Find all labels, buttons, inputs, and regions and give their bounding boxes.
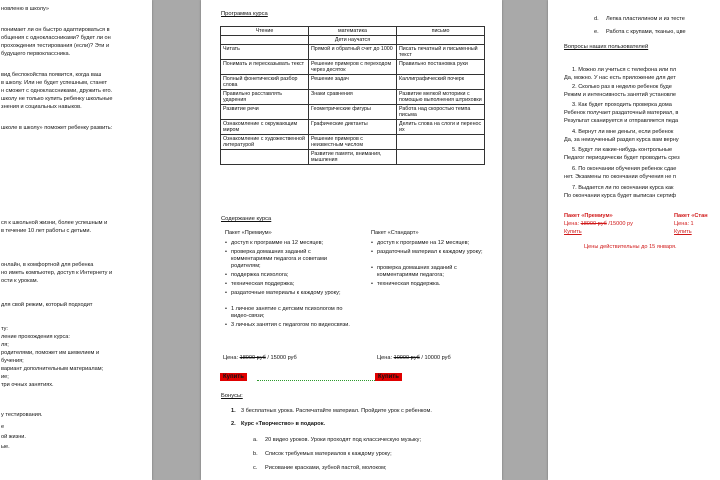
text-line: вид беспокойства появится, когда ваш	[1, 72, 102, 78]
text-line: ой жизни.	[1, 434, 26, 440]
table-row	[221, 105, 485, 120]
table-cell: Полный фонетический разбор слова	[221, 75, 309, 90]
faq-line: 5. Будут ли какие-нибудь контрольные	[572, 147, 673, 153]
premium-item	[231, 249, 351, 270]
text-line: знения и социальных навыков.	[1, 104, 82, 110]
table-cell: Решение задач	[309, 75, 397, 90]
text-line: онлайн, в комфортной для ребенка	[1, 262, 94, 268]
faq-line: 2. Сколько раз в неделю ребенок буде	[572, 84, 672, 90]
table-row	[221, 150, 485, 165]
standard-item-text: раздаточный материал к каждому уроку;	[377, 249, 483, 255]
left-page	[0, 0, 152, 480]
table-cell: Правильно расставлять ударения	[221, 90, 309, 105]
table-cell: Геометрические фигуры	[309, 105, 397, 120]
standard-item-text: проверка домашних заданий с комментариями педагога;	[377, 265, 457, 278]
table-row	[221, 60, 485, 75]
text-line: но иметь компьютер, доступ к Интернету и	[1, 270, 113, 276]
text-line: н сможет с одноклассниками, дружить его.	[1, 88, 113, 94]
table-cell	[397, 150, 485, 165]
old-price: 18000 руб	[580, 221, 607, 227]
text-line: у тестирования.	[1, 412, 43, 418]
premium-item-text: 1 личное занятие с детским психологом по видео-связи;	[231, 306, 343, 319]
old-price: 18000 руб	[239, 355, 266, 361]
text-line: три очных занятиях.	[1, 382, 54, 388]
standard-item	[377, 249, 495, 256]
price-label: Цена:	[377, 355, 393, 361]
standard-buy-button[interactable]: Купить	[375, 373, 402, 381]
text-line: школу не только купить ребенку школьные	[1, 96, 113, 102]
table-row	[221, 120, 485, 135]
spellcheck-underline	[257, 380, 375, 381]
text-line: ости к урокам.	[1, 278, 39, 284]
text-line: понимает ли он быстро адаптироваться в	[1, 27, 110, 33]
content-heading: Содержание курса	[221, 216, 272, 222]
center-page	[201, 0, 502, 480]
premium-price	[223, 355, 297, 362]
table-cell: Читать	[221, 45, 309, 60]
premium-item: • доступ к программе на 12 месяцев;	[231, 240, 323, 247]
table-header-cell: математика	[309, 27, 397, 36]
text-line: родителями, поможет им шевелием и	[1, 350, 100, 356]
sub-bonus-letter: b.	[253, 451, 258, 457]
faq-line: 4. Вернут ли мне деньги, если ребенок	[572, 129, 674, 135]
text-line: общения с одноклассниками? будет ли он	[1, 35, 111, 41]
list-text: Лепка пластилином и из тесте	[606, 16, 685, 22]
price-label: Цена:	[564, 221, 580, 227]
old-price: 10000 руб	[393, 355, 420, 361]
faq-line: Ребенок получает раздаточный материал, в	[564, 110, 679, 116]
text-line: в школу. Или не будет успешным, станет	[1, 80, 108, 86]
faq-line: 3. Как будет проходить проверка дома	[572, 102, 672, 108]
table-cell: Правильно постановка руки	[397, 60, 485, 75]
standard-buy-link[interactable]: Купить	[674, 229, 692, 235]
premium-item-text: 3 личных занятия с педагогом по видеосвязи.	[231, 322, 350, 328]
text-line: для свой режим, который подходит	[1, 302, 93, 308]
standard-price	[377, 355, 451, 362]
text-line: новленю в школу»	[1, 6, 50, 12]
price-deadline: Цены действительны до 15 января.	[584, 244, 677, 250]
table-header-cell: письмо	[397, 27, 485, 36]
price-separator: /	[421, 355, 423, 361]
sub-bonus-letter: c.	[253, 465, 258, 471]
table-cell: Решение примеров с неизвестным числом	[309, 135, 397, 150]
faq-line: Результат сканируется и отправляется педа	[564, 118, 679, 124]
table-header-row	[221, 27, 485, 36]
table-cell: Понимать и пересказывать текст	[221, 60, 309, 75]
table-cell	[397, 135, 485, 150]
bonus-text: Курс «Творчество» в подарок.	[241, 421, 326, 427]
table-cell: Работа над скоростью темпа письма	[397, 105, 485, 120]
table-row	[221, 75, 485, 90]
text-line: ление прохождения курса:	[1, 334, 70, 340]
table-cell: Развитие мелкой моторики с помощью выполнения штриховки	[397, 90, 485, 105]
table-cell: Развитие памяти, внимания, мышления	[309, 150, 397, 165]
text-line: вариант дополнительным материалам;	[1, 366, 104, 372]
price-separator: /	[267, 355, 269, 361]
table-cell	[221, 36, 309, 45]
text-line: ля;	[1, 342, 9, 348]
table-cell: Дети научатся	[309, 36, 397, 45]
price-label: Цена:	[223, 355, 239, 361]
sub-bonus-text: Список требуемых материалов к каждому уроку;	[265, 451, 392, 457]
table-cell: Ознакомление с окружающим миром	[221, 120, 309, 135]
standard-item: • доступ к программе на 12 месяцев;	[377, 240, 469, 247]
bonus-number: 1.	[231, 408, 236, 414]
premium-item-text: раздаточные материалы к каждому уроку;	[231, 290, 341, 296]
text-line: в течение 10 лет работы с детьми.	[1, 228, 92, 234]
premium-item	[231, 290, 351, 297]
premium-title: Пакет «Премиум»	[564, 213, 613, 219]
premium-buy-button[interactable]: Купить	[220, 373, 247, 381]
premium-title: Пакет «Премиум»	[225, 230, 272, 236]
text-line: бучения;	[1, 358, 24, 364]
faq-line: По окончании курса будет выписан сертиф	[564, 193, 677, 199]
table-cell: Делить слова на слоги и перенос их	[397, 120, 485, 135]
table-row	[221, 36, 485, 45]
text-line: будущего первоклассника.	[1, 51, 71, 57]
table-cell: Графические диктанты	[309, 120, 397, 135]
table-row	[221, 135, 485, 150]
premium-price	[564, 221, 633, 228]
table-cell: Ознакомление с художественной литературой	[221, 135, 309, 150]
list-letter: e.	[594, 29, 599, 35]
new-price: 15000 руб	[270, 355, 297, 361]
standard-title: Пакет «Стандарт»	[371, 230, 419, 236]
table-cell	[221, 150, 309, 165]
table-cell: Прямой и обратный счет до 1000	[309, 45, 397, 60]
faq-line: Да, можно. У нас есть приложение для дет	[564, 75, 676, 81]
program-table	[220, 26, 485, 165]
table-cell	[397, 36, 485, 45]
faq-line: Да, за неизученный раздел курса вам верну	[564, 137, 679, 143]
bonus-number: 2.	[231, 421, 236, 427]
text-line: школе в школу» поможет ребенку развить:	[1, 125, 113, 131]
standard-title: Пакет «Стан	[674, 213, 708, 219]
table-cell: Писать печатный и письменный текст	[397, 45, 485, 60]
new-price: /15000 ру	[608, 221, 633, 227]
faq-line: 6. По окончании обучения ребенок сдае	[572, 166, 677, 172]
premium-item	[231, 322, 351, 329]
premium-item	[231, 306, 351, 320]
list-text: Работа с крупами, тканью, цве	[606, 29, 686, 35]
list-letter: d.	[594, 16, 599, 22]
standard-item	[377, 265, 495, 279]
table-cell: Знаки сравнения	[309, 90, 397, 105]
premium-item-text: проверка домашних заданий с комментариями педагога и советами родителям;	[231, 249, 327, 269]
standard-price: Цена: 1	[674, 221, 694, 227]
table-row	[221, 45, 485, 60]
text-line: е	[1, 424, 5, 430]
new-price: 10000 руб	[424, 355, 451, 361]
text-line: ту:	[1, 326, 8, 332]
right-page	[548, 0, 720, 480]
sub-bonus-letter: a.	[253, 437, 258, 443]
table-header-cell: Чтение	[221, 27, 309, 36]
table-row	[221, 90, 485, 105]
premium-buy-link[interactable]: Купить	[564, 229, 582, 235]
bonus-text: 3 бесплатных урока. Распечатайте материал. Пройдите урок с ребенком.	[241, 408, 432, 414]
faq-line: 1. Можно ли учиться с телефона или пл	[572, 67, 677, 73]
faq-line: 7. Выдается ли по окончании курса как	[572, 185, 674, 191]
sub-bonus-text: 20 видео уроков. Уроки проходят под классическую музыку;	[265, 437, 422, 443]
table-cell: Решение примеров с переходом через десяток	[309, 60, 397, 75]
faq-line: нет. Экзамены по окончании обучения не п	[564, 174, 676, 180]
bonuses-heading: Бонусы:	[221, 393, 243, 399]
premium-item: • поддержка психолога;	[231, 272, 288, 279]
text-line: прохождения тестирования (если)? Эти и	[1, 43, 110, 49]
text-line: ся к школьной жизни, более успешным и	[1, 220, 108, 226]
table-cell: Каллиграфический почерк	[397, 75, 485, 90]
sub-bonus-text: Рисование красками, зубной пастой, молоком;	[265, 465, 387, 471]
standard-item: • техническая поддержка.	[377, 281, 440, 288]
table-cell: Развитие речи	[221, 105, 309, 120]
faq-line: Педагог периодически будет проводить срез	[564, 155, 680, 161]
faq-line: Режим и интенсивность занятий установле	[564, 92, 677, 98]
faq-heading: Вопросы наших пользователей	[564, 44, 649, 50]
text-line: ые.	[1, 444, 10, 450]
program-heading: Программа курса	[221, 11, 268, 17]
premium-item: • техническая поддержка;	[231, 281, 294, 288]
text-line: ие;	[1, 374, 9, 380]
